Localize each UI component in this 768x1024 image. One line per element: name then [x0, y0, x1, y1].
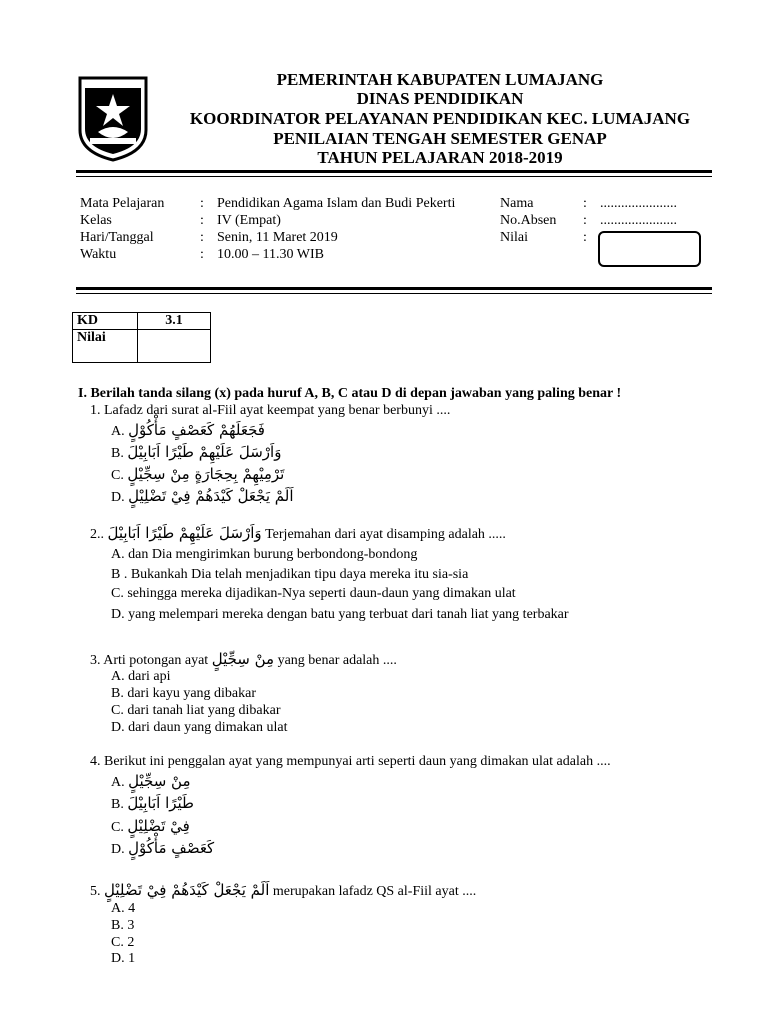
q3-option-c[interactable]: C. dari tanah liat yang dibakar	[111, 703, 281, 718]
option-arabic: فَجَعَلَهُمْ كَعَصْفٍ مَأْكُوْلٍ	[128, 421, 265, 439]
option-arabic: مِنْ سِجِّيْلٍ	[128, 772, 191, 790]
q1-option-d[interactable]	[111, 488, 294, 506]
option-arabic: فِيْ تَضْلِيْلٍ	[127, 817, 190, 835]
kabupaten-lumajang-logo	[76, 74, 150, 162]
info-divider-thin	[76, 293, 712, 294]
nilai-box[interactable]	[598, 231, 701, 267]
colon: :	[583, 213, 587, 228]
q3-text-before: 3. Arti potongan ayat	[90, 653, 209, 668]
waktu-value: 10.00 – 11.30 WIB	[217, 247, 324, 262]
mapel-value: Pendidikan Agama Islam dan Budi Pekerti	[217, 196, 456, 211]
colon: :	[200, 230, 204, 245]
nama-label: Nama	[500, 196, 534, 211]
absen-field[interactable]: ......................	[600, 213, 677, 228]
hari-label: Hari/Tanggal	[80, 230, 154, 245]
colon: :	[200, 213, 204, 228]
q5-option-d[interactable]: D. 1	[111, 951, 136, 966]
q2-arabic: وَاَرْسَلَ عَلَيْهِمْ طَيْرًا اَبَابِيْلَ	[107, 524, 262, 542]
absen-label: No.Absen	[500, 213, 557, 228]
q1-text: 1. Lafadz dari surat al-Fiil ayat keempat yang benar berbunyi ....	[90, 403, 451, 418]
nilai-label: Nilai	[500, 230, 528, 245]
q1-option-a[interactable]	[111, 422, 265, 440]
option-letter: C.	[111, 820, 124, 835]
q5-option-a[interactable]: A. 4	[111, 901, 136, 916]
q5-option-c[interactable]: C. 2	[111, 935, 135, 950]
q2-option-d[interactable]: D. yang melempari mereka dengan batu yang terbuat dari tanah liat yang terbakar	[111, 607, 569, 622]
option-letter: B.	[111, 797, 124, 812]
colon: :	[583, 196, 587, 211]
q2-option-a[interactable]: A. dan Dia mengirimkan burung berbondong-bondong	[111, 547, 418, 562]
q5-text: merupakan lafadz QS al-Fiil ayat ....	[272, 884, 477, 899]
option-letter: D.	[111, 842, 125, 857]
q2-option-b[interactable]: B . Bukankah Dia telah menjadikan tipu daya mereka itu sia-sia	[111, 567, 469, 582]
instruction: I. Berilah tanda silang (x) pada huruf A, B, C atau D di depan jawaban yang paling benar !	[78, 386, 622, 401]
q5-stem	[90, 882, 476, 900]
info-divider-thick	[76, 287, 712, 290]
option-letter: A.	[111, 424, 125, 439]
q2-stem	[90, 525, 506, 543]
header-divider-thin	[76, 176, 712, 177]
waktu-label: Waktu	[80, 247, 117, 262]
header-line-5: TAHUN PELAJARAN 2018-2019	[317, 148, 563, 167]
q4-option-a[interactable]	[111, 773, 190, 791]
q4-option-d[interactable]	[111, 840, 214, 858]
q2-text: Terjemahan dari ayat disamping adalah .....	[265, 527, 506, 542]
kd-table	[72, 312, 211, 363]
kd-nilai-label: Nilai	[73, 330, 138, 363]
hari-value: Senin, 11 Maret 2019	[217, 230, 338, 245]
colon: :	[200, 196, 204, 211]
q1-option-c[interactable]	[111, 466, 284, 484]
option-arabic: تَرْمِيْهِمْ بِحِجَارَةٍ مِنْ سِجِّيْلٍ	[127, 465, 285, 483]
q3-arabic: مِنْ سِجِّيْلٍ	[211, 650, 275, 668]
q5-arabic: اَلَمْ يَجْعَلْ كَيْدَهُمْ فِيْ تَضْلِيْلٍ	[104, 881, 270, 899]
option-arabic: طَيْرًا اَبَابِيْلَ	[127, 794, 194, 812]
colon: :	[583, 230, 587, 245]
option-arabic: وَاَرْسَلَ عَلَيْهِمْ طَيْرًا اَبَابِيْلَ	[127, 443, 282, 461]
q5-number: 5.	[90, 884, 101, 899]
kelas-label: Kelas	[80, 213, 112, 228]
mapel-label: Mata Pelajaran	[80, 196, 165, 211]
header-line-3: KOORDINATOR PELAYANAN PENDIDIKAN KEC. LUMAJANG	[189, 109, 691, 128]
header-divider-thick	[76, 170, 712, 173]
q4-option-c[interactable]	[111, 818, 190, 836]
option-letter: D.	[111, 490, 125, 505]
colon: :	[200, 247, 204, 262]
q3-option-b[interactable]: B. dari kayu yang dibakar	[111, 686, 257, 701]
header-line-2: DINAS PENDIDIKAN	[356, 89, 524, 108]
option-letter: C.	[111, 468, 124, 483]
kd-label: KD	[73, 313, 138, 330]
q4-option-b[interactable]	[111, 795, 194, 813]
kd-nilai-value[interactable]	[138, 330, 211, 363]
kd-value: 3.1	[138, 313, 211, 330]
option-arabic: كَعَصْفٍ مَأْكُوْلٍ	[128, 839, 215, 857]
q3-option-d[interactable]: D. dari daun yang dimakan ulat	[111, 720, 288, 735]
q3-text-after: yang benar adalah ....	[277, 653, 397, 668]
q2-option-c[interactable]: C. sehingga mereka dijadikan-Nya seperti daun-daun yang dimakan ulat	[111, 586, 516, 601]
header-line-1: PEMERINTAH KABUPATEN LUMAJANG	[276, 70, 604, 89]
q4-text: 4. Berikut ini penggalan ayat yang mempunyai arti seperti daun yang dimakan ulat adalah ....	[90, 754, 611, 769]
header-line-4: PENILAIAN TENGAH SEMESTER GENAP	[273, 129, 607, 148]
kelas-value: IV (Empat)	[217, 213, 281, 228]
option-arabic: اَلَمْ يَجْعَلْ كَيْدَهُمْ فِيْ تَضْلِيْلٍ	[128, 487, 294, 505]
option-letter: B.	[111, 446, 124, 461]
q2-number: 2..	[90, 527, 104, 542]
option-letter: A.	[111, 775, 125, 790]
q1-option-b[interactable]	[111, 444, 281, 462]
nama-field[interactable]: ......................	[600, 196, 677, 211]
q3-option-a[interactable]: A. dari api	[111, 669, 171, 684]
q3-stem	[90, 651, 397, 669]
q5-option-b[interactable]: B. 3	[111, 918, 135, 933]
